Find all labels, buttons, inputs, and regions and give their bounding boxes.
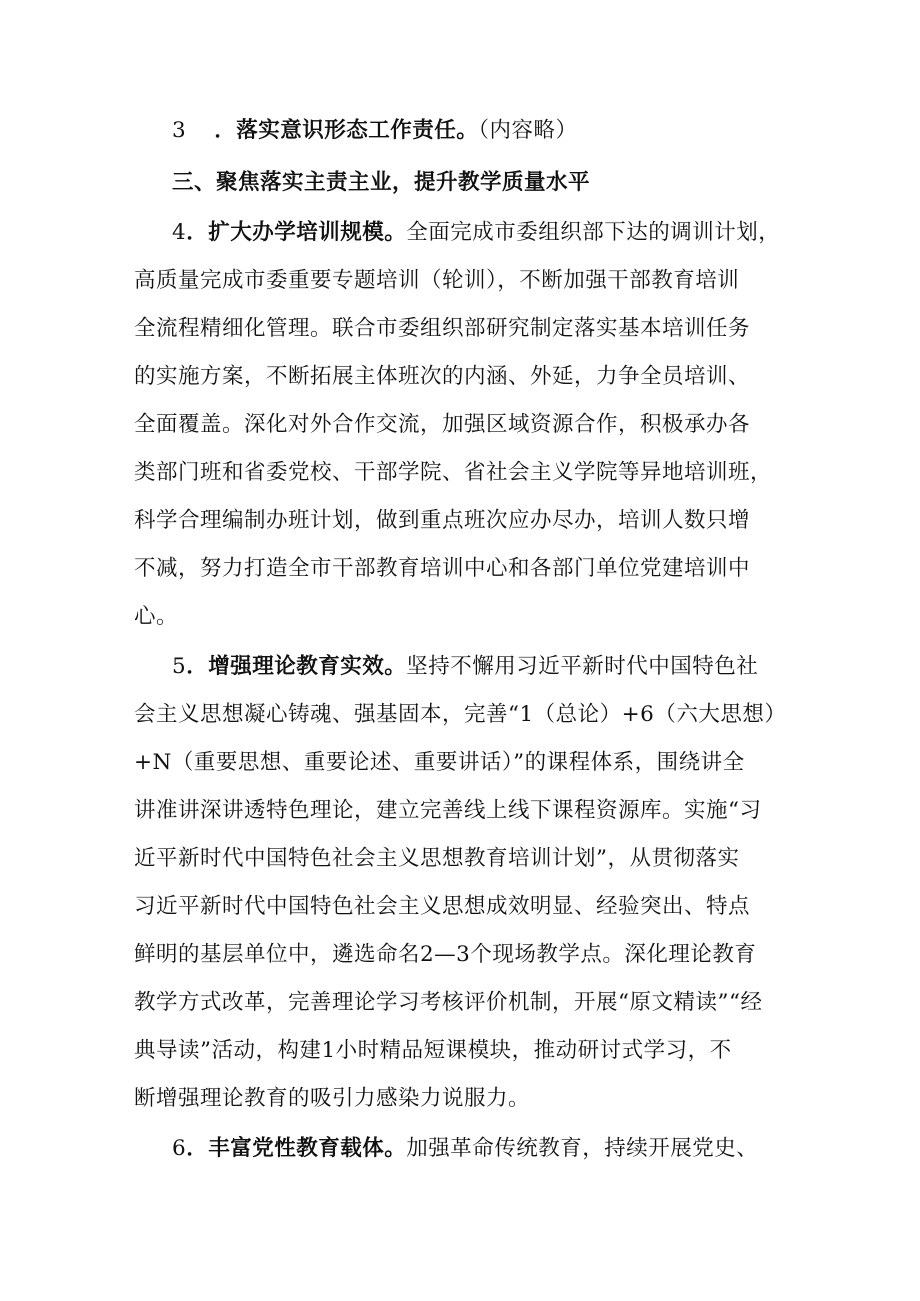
item-separator: ． bbox=[214, 118, 237, 143]
item-4-first-line bbox=[172, 222, 796, 244]
item-5-first-line bbox=[172, 656, 796, 678]
paragraph-line: 的实施方案，不断拓展主体班次的内涵、外延，力争全员培训、 bbox=[134, 364, 751, 389]
section-heading: 三、聚焦落实主责主业，提升教学质量水平 bbox=[172, 170, 591, 195]
item-text: 坚持不懈用习近平新时代中国特色社 bbox=[406, 654, 759, 679]
item-title: 丰富党性教育载体。 bbox=[208, 1136, 407, 1161]
item-text: 全面完成市委组织部下达的调训计划， bbox=[406, 220, 781, 245]
paragraph-line: 鲜明的基层单位中，遴选命名2—3个现场教学点。深化理论教育 bbox=[134, 942, 757, 967]
paragraph-line: 近平新时代中国特色社会主义思想教育培训计划”，从贯彻落实 bbox=[134, 846, 740, 871]
item-3-line bbox=[172, 120, 796, 142]
paragraph-line: 习近平新时代中国特色社会主义思想成效明显、经验突出、特点 bbox=[134, 894, 751, 919]
paragraph-line: 讲准讲深讲透特色理论，建立完善线上线下课程资源库。实施“习 bbox=[134, 798, 762, 823]
paragraph-line: 断增强理论教育的吸引力感染力说服力。 bbox=[134, 1086, 531, 1111]
paragraph-line: 全面覆盖。深化对外合作交流，加强区域资源合作，积极承办各 bbox=[134, 412, 751, 437]
item-title: 落实意识形态工作责任。 bbox=[236, 118, 479, 143]
item-number: 4 bbox=[172, 220, 187, 245]
paragraph-line: 不减，努力打造全市干部教育培训中心和各部门单位党建培训中 bbox=[134, 556, 751, 581]
item-separator: ． bbox=[186, 1136, 209, 1161]
paragraph-line: 类部门班和省委党校、干部学院、省社会主义学院等异地培训班， bbox=[134, 460, 773, 485]
item-text: 加强革命传统教育，持续开展党史、 bbox=[406, 1136, 759, 1161]
item-6-first-line bbox=[172, 1138, 796, 1160]
item-title: 扩大办学培训规模。 bbox=[208, 220, 407, 245]
paragraph-line: 教学方式改革，完善理论学习考核评价机制，开展“原文精读”“经 bbox=[134, 990, 763, 1015]
paragraph-line: 心。 bbox=[134, 604, 179, 629]
paragraph-line: 高质量完成市委重要专题培训（轮训），不断加强干部教育培训 bbox=[134, 268, 740, 293]
item-number: 3 bbox=[172, 118, 187, 143]
paragraph-line: 科学合理编制办班计划，做到重点班次应办尽办，培训人数只增 bbox=[134, 508, 751, 533]
item-number: 5 bbox=[172, 654, 187, 679]
item-number: 6 bbox=[172, 1136, 187, 1161]
paragraph-line: 全流程精细化管理。联合市委组织部研究制定落实基本培训任务 bbox=[134, 316, 751, 341]
item-tail: （内容略） bbox=[478, 118, 578, 143]
item-separator: ． bbox=[186, 220, 209, 245]
paragraph-line: +N（重要思想、重要论述、重要讲话）”的课程体系，围绕讲全 bbox=[134, 750, 745, 775]
paragraph-line: 会主义思想凝心铸魂、强基固本，完善“1（总论）+6（六大思想） bbox=[134, 702, 787, 727]
item-separator: ． bbox=[186, 654, 209, 679]
paragraph-line: 典导读”活动，构建1小时精品短课模块，推动研讨式学习，不 bbox=[134, 1038, 732, 1063]
item-title: 增强理论教育实效。 bbox=[208, 654, 407, 679]
